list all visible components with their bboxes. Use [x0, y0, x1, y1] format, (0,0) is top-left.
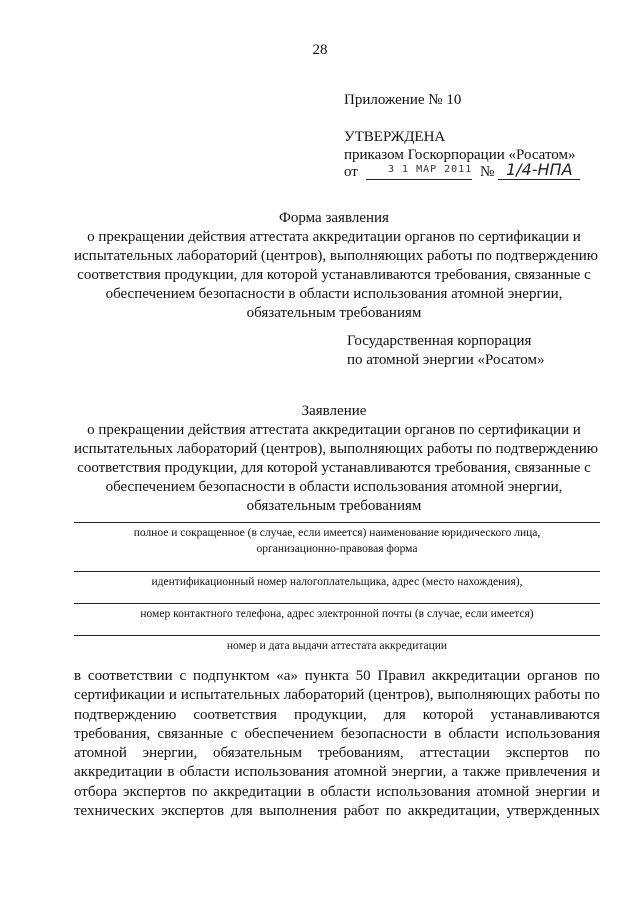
- body-word: по: [584, 668, 600, 684]
- body-word: в: [434, 725, 442, 742]
- number-underline: [498, 179, 580, 180]
- body-word: выполняющих: [437, 687, 531, 704]
- field-line-organization[interactable]: [74, 522, 600, 523]
- caption-line: номер и дата выдачи аттестата аккредитации: [226, 640, 448, 652]
- body-word: требованиям,: [317, 745, 404, 762]
- body-word: утвержденных: [506, 803, 600, 820]
- body-word: и: [591, 764, 600, 781]
- field-caption-certificate: [74, 638, 600, 654]
- body-word: по: [584, 687, 600, 704]
- body-word: технических: [74, 803, 155, 820]
- body-word: для: [383, 706, 406, 723]
- body-word: пункта: [304, 668, 349, 684]
- body-word: сертификации: [74, 687, 165, 704]
- body-line: [74, 667, 600, 686]
- body-word: энергии: [535, 783, 587, 800]
- body-word: соответствии: [87, 668, 173, 684]
- caption-line: идентификационный номер налогоплательщика, адрес (место нахождения),: [151, 576, 523, 588]
- page-number: 28: [312, 42, 328, 58]
- field-line-certificate[interactable]: [74, 635, 600, 636]
- body-word: Правил: [377, 668, 426, 684]
- body-word: работы: [534, 687, 581, 704]
- body-word: подпунктом: [193, 668, 270, 684]
- approval-order-line: приказом Госкорпорации «Росатом»: [344, 147, 576, 163]
- statement-title-line: Заявление: [301, 403, 367, 419]
- body-word: по: [191, 783, 208, 800]
- body-paragraph: [74, 667, 600, 821]
- form-title-line: обязательным требованиям: [246, 305, 422, 321]
- approval-date-stamp: 3 1 МАР 2011: [388, 164, 473, 175]
- body-word: атомной: [476, 783, 530, 800]
- body-line: [74, 763, 600, 782]
- body-word: области: [320, 783, 371, 800]
- body-word: атомной: [333, 764, 387, 781]
- statement-title-line: о прекращении действия аттестата аккредитации органов по сертификации и: [87, 422, 581, 438]
- body-word: а: [451, 764, 459, 781]
- body-word: энергии,: [142, 745, 198, 762]
- approval-number-label: №: [480, 164, 495, 180]
- appendix-title: Приложение № 10: [344, 92, 462, 108]
- body-word: аттестации: [419, 745, 490, 762]
- body-word: отбора: [74, 783, 118, 800]
- body-word: аккредитации: [431, 668, 521, 684]
- body-line: [74, 686, 600, 705]
- body-word: которой: [422, 706, 474, 723]
- body-word: области: [448, 725, 499, 742]
- body-word: энергии,: [391, 764, 447, 781]
- body-word: 50: [355, 668, 371, 684]
- form-title-line: обеспечением безопасности в области использования атомной энергии,: [105, 286, 563, 302]
- approval-heading: УТВЕРЖДЕНА: [344, 129, 446, 145]
- body-line: [74, 744, 600, 763]
- body-word: испытательных: [180, 687, 280, 704]
- form-title-line: соответствия продукции, для которой устанавливаются требования, связанные с: [77, 267, 591, 283]
- body-line: [74, 783, 600, 802]
- body-line: [74, 802, 600, 821]
- body-word: с: [179, 668, 187, 684]
- body-word: требования,: [74, 725, 151, 742]
- body-word: по: [584, 745, 600, 762]
- body-word: лабораторий: [283, 687, 365, 704]
- body-word: также: [463, 764, 501, 781]
- body-word: использования: [376, 783, 471, 800]
- body-word: для: [230, 803, 253, 820]
- body-word: привлечения: [505, 764, 587, 781]
- approval-from-label: от: [344, 164, 358, 180]
- body-word: «а»: [276, 668, 298, 684]
- form-title-line: Форма заявления: [279, 210, 389, 226]
- body-word: органов: [527, 668, 578, 684]
- body-word: экспертов: [123, 783, 186, 800]
- body-word: и: [168, 687, 177, 704]
- field-caption-tax-id: [74, 574, 600, 590]
- body-line: [74, 706, 600, 725]
- body-word: устанавливаются: [490, 706, 600, 723]
- statement-title-line: обеспечением безопасности в области использования атомной энергии,: [105, 479, 563, 495]
- body-word: в: [307, 783, 315, 800]
- body-word: обязательным: [213, 745, 303, 762]
- caption-line: организационно-правовая форма: [256, 543, 418, 555]
- body-word: продукции,: [293, 706, 367, 723]
- caption-line: полное и сокращенное (в случае, если имеется) наименование юридического лица,: [133, 527, 541, 539]
- body-word: по: [385, 803, 402, 820]
- field-line-tax-id[interactable]: [74, 571, 600, 572]
- body-word: атомной: [74, 745, 127, 762]
- approval-number-handwritten: 1/4-НПА: [506, 160, 573, 179]
- addressee-line: по атомной энергии «Росатом»: [347, 352, 545, 368]
- body-word: использования: [234, 764, 329, 781]
- caption-line: номер контактного телефона, адрес электронной почты (в случае, если имеется): [140, 608, 534, 620]
- date-underline: [366, 179, 472, 180]
- body-word: связанные: [157, 725, 224, 742]
- body-word: аккредитации,: [407, 803, 500, 820]
- body-word: выполнения: [259, 803, 337, 820]
- body-word: экспертов: [505, 745, 569, 762]
- body-line: [74, 725, 600, 744]
- body-word: в: [74, 668, 82, 684]
- addressee-line: Государственная корпорация: [347, 333, 532, 349]
- body-word: подтверждению: [74, 706, 177, 723]
- body-word: экспертов: [161, 803, 225, 820]
- body-word: (центров),: [368, 687, 434, 704]
- body-word: соответствия: [193, 706, 277, 723]
- form-title: [74, 209, 598, 323]
- body-word: с: [230, 725, 238, 742]
- body-word: работ: [343, 803, 380, 820]
- body-word: безопасности: [340, 725, 427, 742]
- body-word: аккредитации: [213, 783, 302, 800]
- form-title-line: испытательных лабораторий (центров), выполняющих работы по подтверждению: [74, 248, 598, 264]
- body-word: в: [167, 764, 175, 781]
- field-line-contacts[interactable]: [74, 603, 600, 604]
- statement-title: [74, 402, 598, 516]
- form-title-line: о прекращении действия аттестата аккредитации органов по сертификации и: [87, 229, 581, 245]
- field-caption-organization: [74, 525, 600, 557]
- body-word: обеспечением: [244, 725, 334, 742]
- body-word: использования: [505, 725, 600, 742]
- body-word: и: [591, 783, 600, 800]
- statement-title-line: испытательных лабораторий (центров), выполняющих работы по подтверждению: [74, 441, 598, 457]
- statement-title-line: обязательным требованиям: [246, 498, 422, 514]
- field-caption-contacts: [74, 606, 600, 622]
- statement-title-line: соответствия продукции, для которой устанавливаются требования, связанные с: [77, 460, 591, 476]
- body-word: аккредитации: [74, 764, 163, 781]
- body-word: области: [179, 764, 230, 781]
